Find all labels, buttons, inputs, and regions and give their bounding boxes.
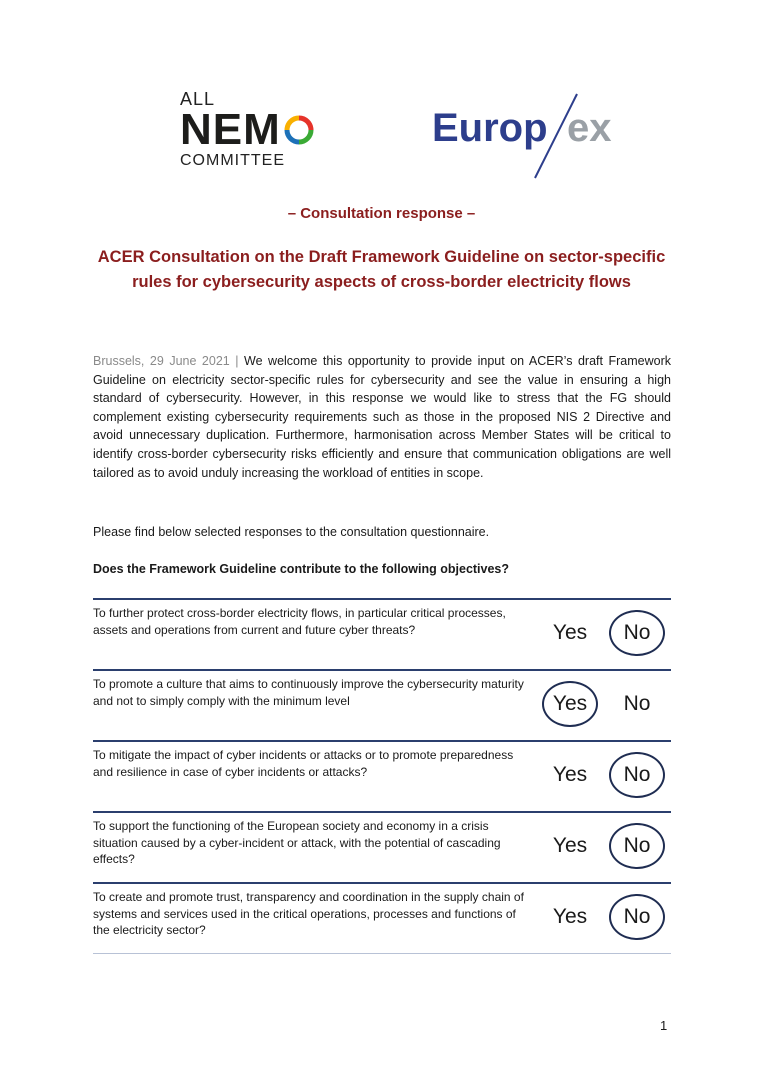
- please-find-text: Please find below selected responses to the consultation questionnaire.: [93, 525, 490, 539]
- question-row: [93, 598, 671, 669]
- question-heading: Does the Framework Guideline contribute to the following objectives?: [93, 562, 510, 576]
- question-row: [93, 669, 671, 740]
- answer-yes-circled: Yes: [542, 681, 598, 727]
- intro-paragraph: [93, 352, 671, 482]
- all-nemo-committee-logo: [180, 90, 314, 170]
- header-logos: [0, 88, 763, 178]
- nemo-logo-main: NEM: [180, 105, 281, 154]
- question-row: [93, 740, 671, 811]
- answer-no: No: [623, 692, 651, 715]
- question-text: To promote a culture that aims to continuously improve the cybersecurity maturity and not to simply comply with the minimum level: [93, 677, 524, 708]
- answer-yes: Yes: [552, 621, 588, 644]
- document-subheading: – Consultation response –: [287, 205, 476, 222]
- answer-no-circled: No: [609, 610, 665, 656]
- question-row: [93, 811, 671, 882]
- objectives-table: [93, 598, 671, 954]
- europex-logo-main: Europ: [432, 106, 548, 150]
- question-text: To support the functioning of the European society and economy in a crisis situation caused by a cyber-incident or attack, with the potential of cascading effects?: [93, 819, 501, 866]
- answer-yes: Yes: [552, 834, 588, 857]
- intro-body: We welcome this opportunity to provide input on ACER’s draft Framework Guideline on electricity sector-specific rules for cybersecurity and see the value in ensuring a high standard of cybersecurity. However, in this response we would like to stress that the FG should complement existing cybersecurity requirements such as those in the proposed NIS 2 Directive and avoid unnecessary duplication. Furthermore, harmonisation across Member States will be critical to identify cross-border cybersecurity risks efficiently and ensure that communication obligations are well tailored as to avoid unduly increasing the workload of entities in scope.: [93, 354, 671, 480]
- answer-no-circled: No: [609, 752, 665, 798]
- answer-no-circled: No: [609, 823, 665, 869]
- question-text: To create and promote trust, transparency and coordination in the supply chain of systems and services used in the critical operations, processes and functions of the electricity sector?: [93, 890, 524, 937]
- europex-logo-tail: ex: [567, 106, 612, 150]
- question-text: To mitigate the impact of cyber incidents or attacks or to promote preparedness and resilience in case of cyber incidents or attacks?: [93, 748, 514, 779]
- answer-yes: Yes: [552, 763, 588, 786]
- answer-no-circled: No: [609, 894, 665, 940]
- europex-logo: [432, 98, 632, 178]
- nemo-logo-top: ALL: [180, 89, 216, 109]
- answer-yes: Yes: [552, 905, 588, 928]
- nemo-ring-icon: [284, 115, 314, 145]
- document-title: ACER Consultation on the Draft Framework Guideline on sector-specific rules for cybersecurity aspects of cross-border electricity flows: [97, 248, 666, 291]
- question-row: [93, 882, 671, 954]
- location-date: Brussels, 29 June 2021 |: [93, 354, 239, 368]
- question-text: To further protect cross-border electricity flows, in particular critical processes, assets and operations from current and future cyber threats?: [93, 606, 506, 637]
- nemo-logo-bottom: COMMITTEE: [180, 152, 285, 169]
- page-number: 1: [660, 1018, 668, 1033]
